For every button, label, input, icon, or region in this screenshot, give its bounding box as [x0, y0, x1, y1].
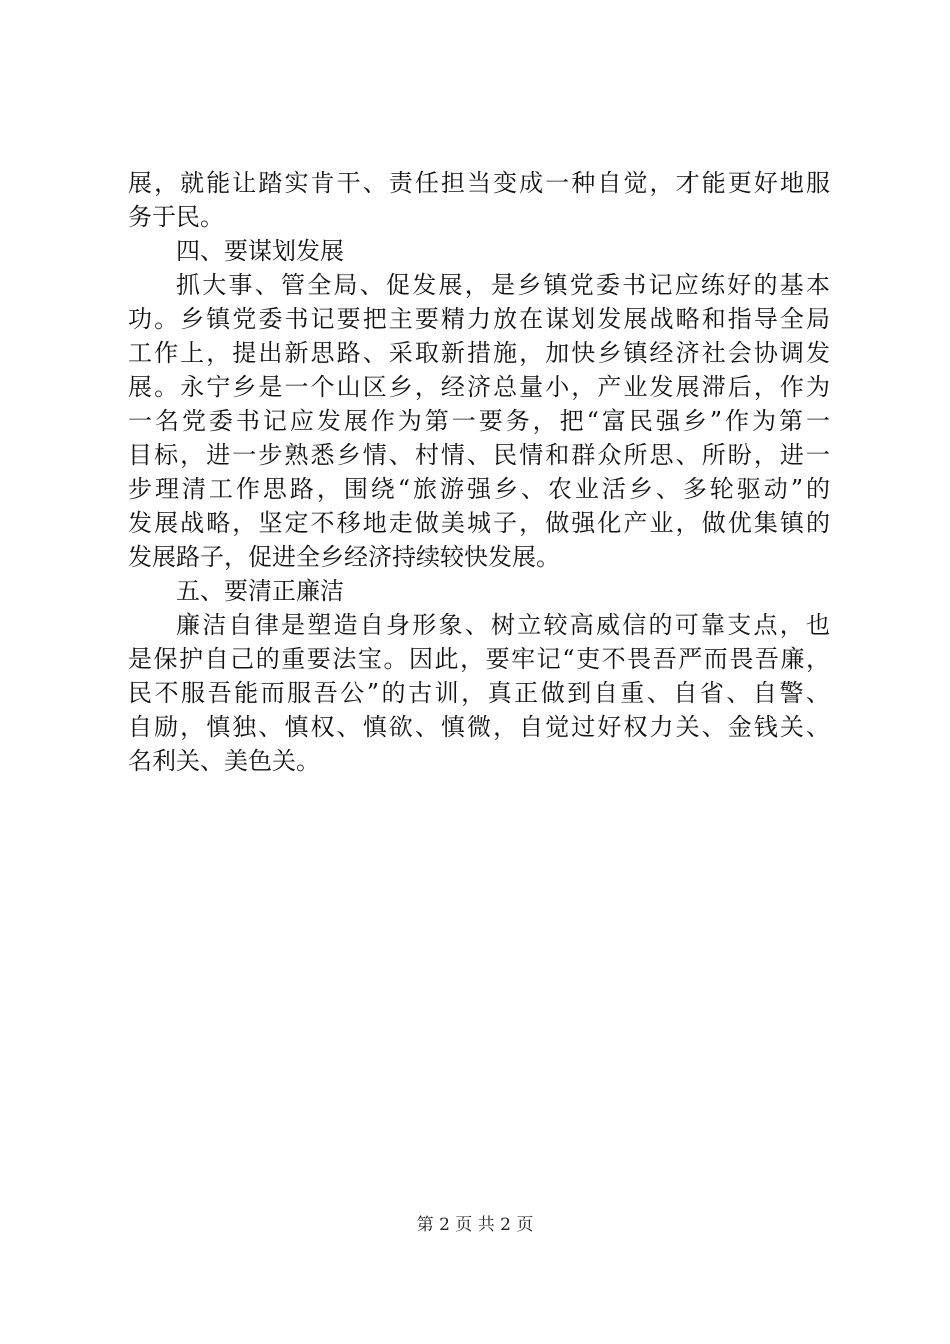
text-line: 展，就能让踏实肯干、责任担当变成一种自觉，才能更好地服	[128, 169, 830, 197]
text-line: 自励，慎独、慎权、慎欲、慎微，自觉过好权力关、金钱关、	[128, 713, 830, 741]
text-line: 目标，进一步熟悉乡情、村情、民情和群众所思、所盼，进一	[128, 441, 830, 469]
paragraph-first-line: 抓大事、管全局、促发展，是乡镇党委书记应练好的基本	[176, 271, 830, 299]
text-line: 步理清工作思路，围绕“旅游强乡、农业活乡、多轮驱动”的	[128, 475, 830, 503]
text-line: 是保护自己的重要法宝。因此，要牢记“吏不畏吾严而畏吾廉，	[128, 645, 830, 673]
text-line: 功。乡镇党委书记要把主要精力放在谋划发展战略和指导全局	[128, 305, 830, 333]
paragraph-first-line: 廉洁自律是塑造自身形象、树立较高威信的可靠支点，也	[176, 611, 830, 639]
page-number-label: 第 2 页 共 2 页	[416, 1215, 534, 1235]
text-line: 发展战略，坚定不移地走做美城子，做强化产业，做优集镇的	[128, 509, 830, 537]
text-line: 展。永宁乡是一个山区乡，经济总量小，产业发展滞后，作为	[128, 373, 830, 401]
text-line: 发展路子，促进全乡经济持续较快发展。	[128, 543, 560, 571]
section-heading: 五、要清正廉洁	[176, 577, 344, 605]
document-body	[128, 166, 830, 778]
text-line: 一名党委书记应发展作为第一要务，把“富民强乡”作为第一	[128, 407, 830, 435]
section-heading: 四、要谋划发展	[176, 237, 344, 265]
text-line: 务于民。	[128, 203, 224, 231]
text-line: 民不服吾能而服吾公”的古训，真正做到自重、自省、自警、	[128, 679, 830, 707]
text-line: 工作上，提出新思路、采取新措施，加快乡镇经济社会协调发	[128, 339, 830, 367]
text-line: 名利关、美色关。	[128, 747, 320, 775]
page-footer	[0, 1213, 950, 1237]
